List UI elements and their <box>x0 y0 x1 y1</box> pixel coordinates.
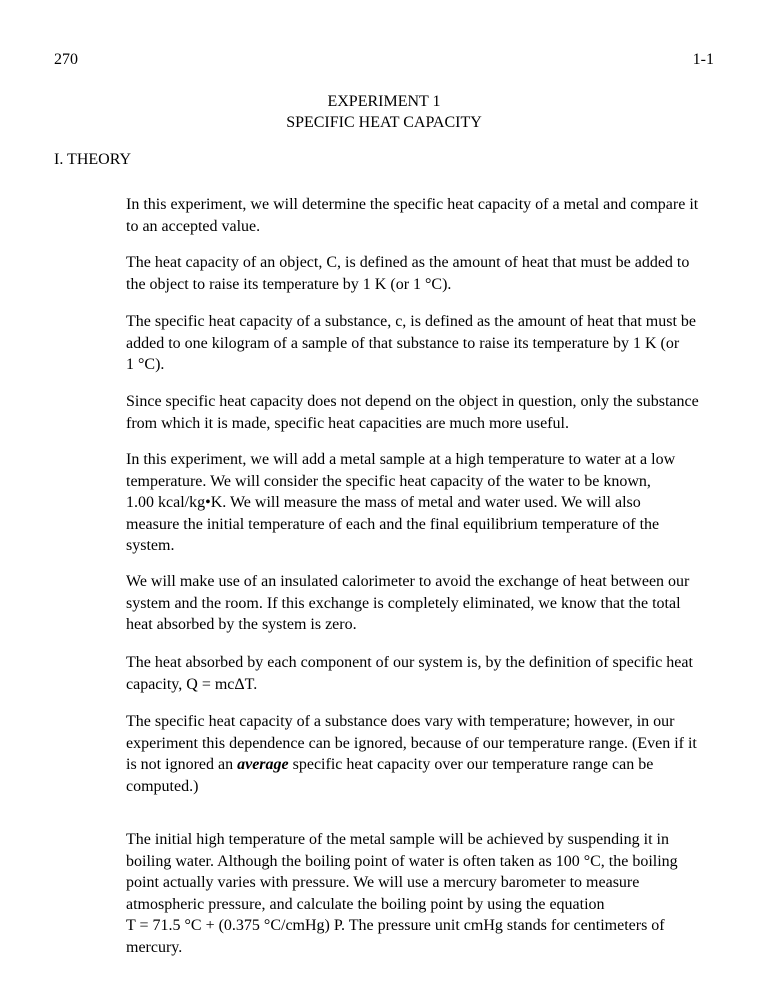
text-line: The heat capacity of an object, C, is defined as the amount of heat that must be added to <box>126 254 690 271</box>
paragraph <box>126 391 699 434</box>
text-line: added to one kilogram of a sample of that substance to raise its temperature by 1 K (or <box>126 334 680 352</box>
text-line: from which it is made, specific heat capacities are much more useful. <box>126 414 569 432</box>
text-line: The specific heat capacity of a substance, c, is defined as the amount of heat that must be <box>126 313 697 330</box>
experiment-subtitle: SPECIFIC HEAT CAPACITY <box>286 114 482 131</box>
text-line: In this experiment, we will add a metal sample at a high temperature to water at a low <box>126 451 676 468</box>
text-line: to an accepted value. <box>126 217 261 235</box>
text-line: 1.00 kcal/kg•K. We will measure the mass of metal and water used. We will also <box>126 494 641 512</box>
paragraph <box>126 711 697 797</box>
text-line: Since specific heat capacity does not depend on the object in question, only the substance <box>126 393 699 410</box>
paragraph <box>126 449 675 557</box>
text-line: In this experiment, we will determine the specific heat capacity of a metal and compare it <box>126 196 699 213</box>
paragraph <box>126 829 678 959</box>
experiment-title: EXPERIMENT 1 <box>327 93 441 110</box>
text-line: temperature. We will consider the specific heat capacity of the water to be known, <box>126 472 651 490</box>
text-line: The heat absorbed by each component of our system is, by the definition of specific heat <box>126 654 693 671</box>
text-line: experiment this dependence can be ignored, because of our temperature range. (Even if it <box>126 734 697 752</box>
paragraph <box>126 252 689 295</box>
section-heading: I. THEORY <box>54 151 132 168</box>
section-number: 1-1 <box>692 51 714 68</box>
text-line: system and the room. If this exchange is completely eliminated, we know that the total <box>126 594 681 612</box>
text-line: computed.) <box>126 777 199 795</box>
text-line <box>126 754 697 776</box>
text-line: system. <box>126 537 175 555</box>
text-segment: specific heat capacity over our temperature range can be <box>288 756 654 774</box>
text-line: heat absorbed by the system is zero. <box>126 616 357 634</box>
text-line: the object to raise its temperature by 1 K (or 1 °C). <box>126 275 452 293</box>
text-segment: is not ignored an <box>126 756 238 774</box>
text-line: measure the initial temperature of each and the final equilibrium temperature of the <box>126 515 660 533</box>
text-line: 1 °C). <box>126 356 165 374</box>
text-line: T = 71.5 °C + (0.375 °C/cmHg) P. The pressure unit cmHg stands for centimeters of <box>126 917 665 935</box>
paragraph <box>126 652 693 695</box>
text-line: capacity, Q = mcΔT. <box>126 675 258 693</box>
page-number: 270 <box>54 51 78 68</box>
text-line: The initial high temperature of the metal sample will be achieved by suspending it in <box>126 831 669 848</box>
text-line: mercury. <box>126 938 183 956</box>
text-line: point actually varies with pressure. We will use a mercury barometer to measure <box>126 874 640 892</box>
text-line: atmospheric pressure, and calculate the boiling point by using the equation <box>126 895 605 913</box>
text-line: The specific heat capacity of a substance does vary with temperature; however, in our <box>126 713 675 730</box>
paragraph <box>126 311 696 376</box>
emphasized-word: average <box>237 756 289 774</box>
paragraph <box>126 194 698 237</box>
paragraph <box>126 571 689 636</box>
text-line: We will make use of an insulated calorimeter to avoid the exchange of heat between our <box>126 573 690 590</box>
text-line: boiling water. Although the boiling point of water is often taken as 100 °C, the boiling <box>126 852 678 870</box>
